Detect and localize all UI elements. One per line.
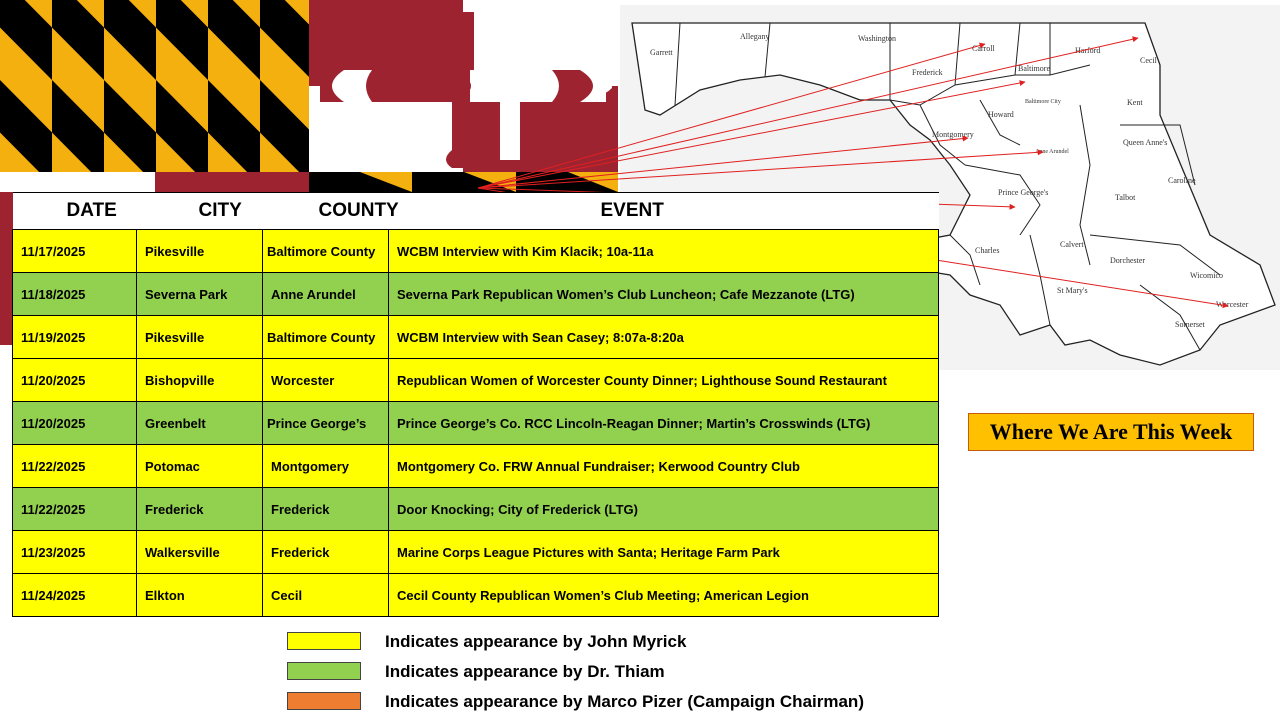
map-label-worcester: Worcester xyxy=(1216,300,1249,309)
map-label-somerset: Somerset xyxy=(1175,320,1205,329)
map-label-allegany: Allegany xyxy=(740,32,770,41)
cell-date: 11/20/2025 xyxy=(13,359,137,402)
cell-event: Door Knocking; City of Frederick (LTG) xyxy=(389,488,939,531)
legend-label: Indicates appearance by Marco Pizer (Campaign Chairman) xyxy=(385,692,864,711)
where-we-are-badge: Where We Are This Week xyxy=(968,413,1254,451)
map-label-cecil: Cecil xyxy=(1140,56,1157,65)
cell-county: Prince George’s xyxy=(263,402,389,445)
cell-county: Frederick xyxy=(263,531,389,574)
cell-event: Montgomery Co. FRW Annual Fundraiser; Kerwood Country Club xyxy=(389,445,939,488)
map-label-frederick: Frederick xyxy=(912,68,943,77)
cell-city: Elkton xyxy=(137,574,263,617)
map-label-wicomico: Wicomico xyxy=(1190,271,1223,280)
table-header-row xyxy=(13,193,939,230)
cell-county: Frederick xyxy=(263,488,389,531)
legend-swatch-green xyxy=(287,662,361,680)
legend-item-thiam xyxy=(287,662,887,682)
legend-label: Indicates appearance by John Myrick xyxy=(385,632,687,651)
map-label-montgomery: Montgomery xyxy=(932,130,974,139)
cell-event: WCBM Interview with Sean Casey; 8:07a-8:20a xyxy=(389,316,939,359)
map-label-kent: Kent xyxy=(1127,98,1143,107)
table-row xyxy=(13,402,939,445)
cell-date: 11/22/2025 xyxy=(13,445,137,488)
cell-county: Anne Arundel xyxy=(263,273,389,316)
table-row xyxy=(13,273,939,316)
map-label-harford: Harford xyxy=(1075,46,1101,55)
cell-county: Montgomery xyxy=(263,445,389,488)
legend-swatch-orange xyxy=(287,692,361,710)
map-label-garrett: Garrett xyxy=(650,48,673,57)
cell-event: Prince George’s Co. RCC Lincoln-Reagan Dinner; Martin’s Crosswinds (LTG) xyxy=(389,402,939,445)
map-label-anne-arundel: Anne Arundel xyxy=(1035,149,1069,155)
cell-city: Walkersville xyxy=(137,531,263,574)
cell-city: Potomac xyxy=(137,445,263,488)
cell-event: WCBM Interview with Kim Klacik; 10a-11a xyxy=(389,230,939,273)
cell-date: 11/17/2025 xyxy=(13,230,137,273)
schedule-table xyxy=(12,192,938,617)
cell-event: Marine Corps League Pictures with Santa; Heritage Farm Park xyxy=(389,531,939,574)
cell-date: 11/23/2025 xyxy=(13,531,137,574)
table-row xyxy=(13,316,939,359)
cell-county: Baltimore County xyxy=(263,316,389,359)
header-date: DATE xyxy=(13,193,137,230)
map-label-carroll: Carroll xyxy=(972,44,995,53)
map-label-dorchester: Dorchester xyxy=(1110,256,1146,265)
table-row xyxy=(13,359,939,402)
map-label-calvert: Calvert xyxy=(1060,240,1084,249)
table-row xyxy=(13,531,939,574)
map-label-charles: Charles xyxy=(975,246,1000,255)
map-label-queen-annes: Queen Anne's xyxy=(1123,138,1168,147)
cell-date: 11/19/2025 xyxy=(13,316,137,359)
table-row xyxy=(13,230,939,273)
cell-city: Bishopville xyxy=(137,359,263,402)
cell-county: Baltimore County xyxy=(263,230,389,273)
legend-item-myrick xyxy=(287,632,887,652)
map-label-washington: Washington xyxy=(858,34,897,43)
cell-city: Greenbelt xyxy=(137,402,263,445)
cell-event: Severna Park Republican Women’s Club Luncheon; Cafe Mezzanote (LTG) xyxy=(389,273,939,316)
cell-date: 11/18/2025 xyxy=(13,273,137,316)
cell-date: 11/22/2025 xyxy=(13,488,137,531)
legend-label: Indicates appearance by Dr. Thiam xyxy=(385,662,665,681)
header-event: EVENT xyxy=(389,193,939,230)
header-county: COUNTY xyxy=(263,193,389,230)
map-label-prince-georges: Prince George's xyxy=(998,188,1049,197)
table-row xyxy=(13,574,939,617)
header-city: CITY xyxy=(137,193,263,230)
cell-city: Frederick xyxy=(137,488,263,531)
cell-event: Republican Women of Worcester County Dinner; Lighthouse Sound Restaurant xyxy=(389,359,939,402)
cell-county: Cecil xyxy=(263,574,389,617)
map-label-caroline: Caroline xyxy=(1168,176,1196,185)
map-label-howard: Howard xyxy=(988,110,1014,119)
map-label-st-marys: St Mary's xyxy=(1057,286,1088,295)
cell-city: Severna Park xyxy=(137,273,263,316)
cell-city: Pikesville xyxy=(137,316,263,359)
cell-county: Worcester xyxy=(263,359,389,402)
map-label-baltimore: Baltimore xyxy=(1018,64,1050,73)
table-row xyxy=(13,445,939,488)
map-label-talbot: Talbot xyxy=(1115,193,1136,202)
cell-city: Pikesville xyxy=(137,230,263,273)
cell-event: Cecil County Republican Women’s Club Meeting; American Legion xyxy=(389,574,939,617)
cell-date: 11/20/2025 xyxy=(13,402,137,445)
legend-item-pizer xyxy=(287,692,887,712)
cell-date: 11/24/2025 xyxy=(13,574,137,617)
legend-swatch-yellow xyxy=(287,632,361,650)
table-row xyxy=(13,488,939,531)
map-label-baltimore-city: Baltimore City xyxy=(1025,99,1061,105)
